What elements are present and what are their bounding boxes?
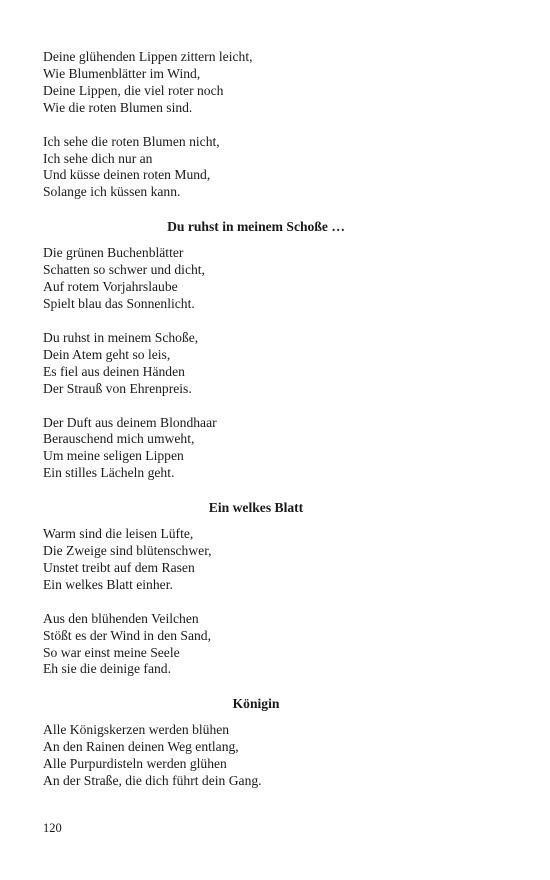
stanza — [43, 526, 483, 594]
verse-line: Alle Purpurdisteln werden glühen — [43, 756, 227, 772]
poem — [43, 49, 483, 201]
poem-title: Du ruhst in meinem Schoße … — [167, 219, 345, 235]
verse-line: Um meine seligen Lippen — [43, 448, 184, 464]
page-content — [43, 49, 483, 807]
verse-line: Ein welkes Blatt einher. — [43, 576, 173, 592]
verse-line: Du ruhst in meinem Schoße, — [43, 329, 199, 345]
verse-line: Ich sehe die roten Blumen nicht, — [43, 133, 220, 149]
verse-line: An den Rainen deinen Weg entlang, — [43, 739, 239, 755]
stanza — [43, 49, 483, 117]
verse-line: Der Strauß von Ehrenpreis. — [43, 380, 192, 396]
verse-line: Ein stilles Lächeln geht. — [43, 465, 175, 481]
verse-line: Warm sind die leisen Lüfte, — [43, 526, 194, 542]
poem — [43, 499, 483, 678]
poem-title: Königin — [232, 696, 280, 712]
verse-line: Ich sehe dich nur an — [43, 150, 153, 166]
stanza — [43, 722, 483, 790]
stanza — [43, 611, 483, 679]
stanza — [43, 245, 483, 313]
verse-line: Auf rotem Vorjahrslaube — [43, 279, 178, 295]
verse-line: Die Zweige sind blütenschwer, — [43, 543, 212, 559]
page-number: 120 — [43, 821, 62, 835]
verse-line: Spielt blau das Sonnenlicht. — [43, 295, 195, 311]
verse-line: Wie die roten Blumen sind. — [43, 99, 193, 115]
stanza — [43, 134, 483, 202]
verse-line: An der Straße, die dich führt dein Gang. — [43, 773, 262, 789]
verse-line: Stößt es der Wind in den Sand, — [43, 627, 211, 643]
verse-line: Die grünen Buchenblätter — [43, 245, 184, 261]
verse-line: Deine Lippen, die viel roter noch — [43, 82, 224, 98]
verse-line: Solange ich küssen kann. — [43, 184, 181, 200]
verse-line: So war einst meine Seele — [43, 644, 180, 660]
verse-line: Es fiel aus deinen Händen — [43, 363, 185, 379]
verse-line: Und küsse deinen roten Mund, — [43, 167, 211, 183]
verse-line: Aus den blühenden Veilchen — [43, 610, 199, 626]
verse-line: Dein Atem geht so leis, — [43, 346, 171, 362]
verse-line: Alle Königskerzen werden blühen — [43, 722, 230, 738]
poem — [43, 218, 483, 482]
verse-line: Unstet treibt auf dem Rasen — [43, 559, 195, 575]
verse-line: Deine glühenden Lippen zittern leicht, — [43, 49, 253, 64]
verse-line: Schatten so schwer und dicht, — [43, 262, 205, 278]
stanza — [43, 330, 483, 398]
poem — [43, 695, 483, 790]
verse-line: Eh sie die deinige fand. — [43, 661, 171, 677]
poem-title: Ein welkes Blatt — [208, 500, 304, 516]
stanza — [43, 415, 483, 483]
verse-line: Wie Blumenblätter im Wind, — [43, 65, 201, 81]
verse-line: Der Duft aus deinem Blondhaar — [43, 414, 217, 430]
verse-line: Berauschend mich umweht, — [43, 431, 195, 447]
